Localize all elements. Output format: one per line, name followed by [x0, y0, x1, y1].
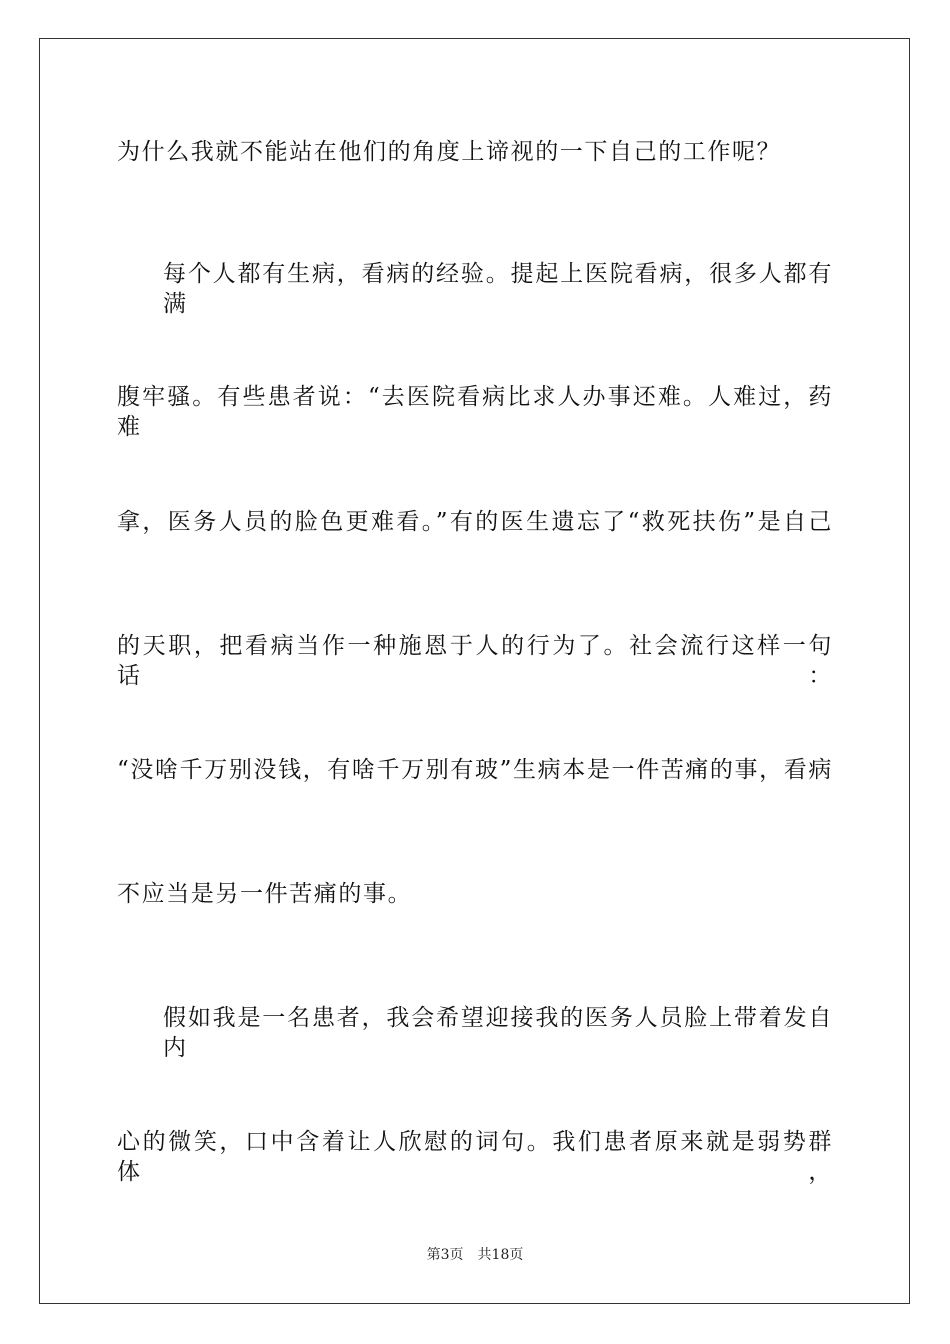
body-text-line: 腹牢骚。有些患者说：“去医院看病比求人办事还难。人难过，药难 [117, 384, 833, 440]
body-text-line: 拿，医务人员的脸色更难看。”有的医生遗忘了“救死扶伤”是自己 [117, 509, 833, 535]
page-number: 第3页 [426, 1247, 464, 1263]
paragraph-first-line: 每个人都有生病，看病的经验。提起上医院看病，很多人都有满 [163, 261, 833, 317]
body-text-line: “没啥千万别没钱，有啥千万别有玻”生病本是一件苦痛的事，看病 [117, 757, 833, 783]
body-text-line: 不应当是另一件苦痛的事。 [117, 881, 413, 907]
paragraph-first-line: 假如我是一名患者，我会希望迎接我的医务人员脸上带着发自内 [163, 1005, 833, 1061]
body-text-line: 的天职，把看病当作一种施恩于人的行为了。社会流行这样一句话： [117, 633, 833, 689]
body-text-line: 心的微笑，口中含着让人欣慰的词句。我们患者原来就是弱势群体， [117, 1129, 833, 1185]
page-total: 共18页 [477, 1247, 524, 1263]
page-footer [0, 1246, 950, 1264]
body-text-line: 为什么我就不能站在他们的角度上谛视的一下自己的工作呢？ [117, 139, 782, 165]
